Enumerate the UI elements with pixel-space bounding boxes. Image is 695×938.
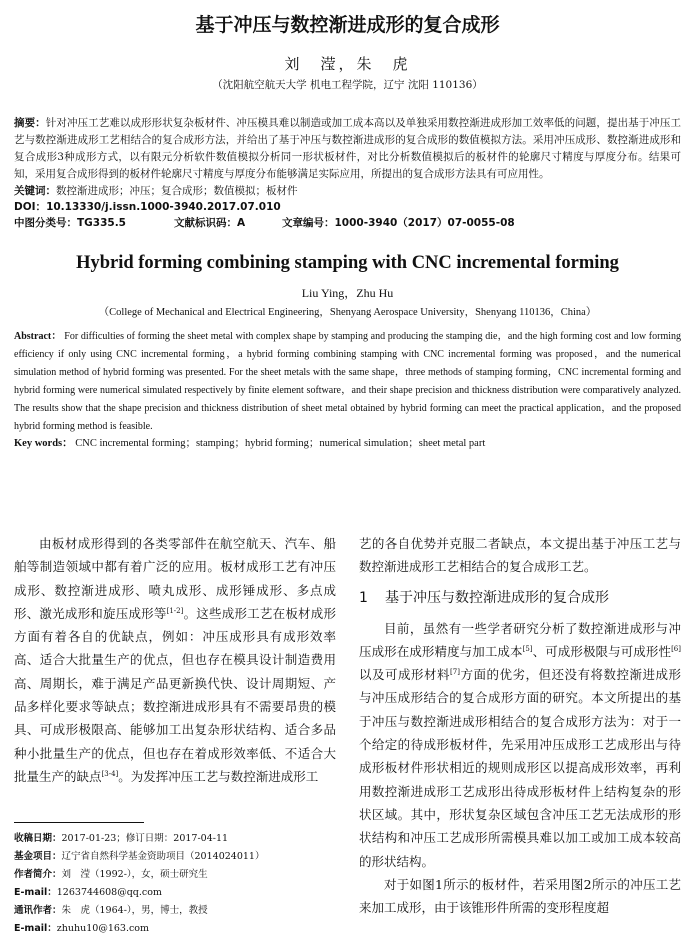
footnote-author-email bbox=[14, 884, 336, 902]
doc-label: 文献标识码： bbox=[174, 217, 237, 229]
clc-value: TG335.5 bbox=[77, 217, 126, 229]
intro-text-a: 由板材成形得到的各类零部件在航空航天、汽车、船舶等制造领域中都有着广泛的应用。板材成形工艺有冲压成形、数控渐进成形、喷丸成形、成形锤成形、多点成形、激光成形和旋压成形等 bbox=[14, 536, 336, 621]
abstract-cn bbox=[14, 115, 681, 183]
doi-label: DOI： bbox=[14, 201, 47, 213]
para-text: 以及可成形材料 bbox=[359, 667, 451, 683]
footnote-text: 2017-01-23；修订日期：2017-04-11 bbox=[61, 833, 229, 844]
footnote-text: 辽宁省自然科学基金资助项目（2014024011） bbox=[61, 851, 265, 862]
footnote-text: 朱 虎（1964-），男，博士，教授 bbox=[61, 905, 208, 916]
footnote-corresponding-email bbox=[14, 920, 336, 938]
citation-5[interactable]: [5] bbox=[522, 644, 533, 653]
authors-cn: 刘 滢，朱 虎 bbox=[284, 55, 411, 73]
footnote-author bbox=[14, 866, 336, 884]
citation-7[interactable]: [7] bbox=[450, 668, 460, 677]
left-column bbox=[14, 532, 336, 934]
section-number: 1 bbox=[359, 589, 368, 606]
article-label: 文章编号： bbox=[282, 217, 335, 229]
intro-continued: 艺的各自优势并克服二者缺点，本文提出基于冲压工艺与数控渐进成形工艺相结合的复合成形工艺。 bbox=[359, 536, 681, 575]
keywords-cn-label: 关键词： bbox=[14, 185, 56, 197]
affiliation-en: （College of Mechanical and Electrical Engineering，Shenyang Aerospace University，Shenyang 110136，China） bbox=[98, 307, 597, 318]
clc-label: 中图分类号： bbox=[14, 217, 77, 229]
doi-text: 10.13330/j.issn.1000-3940.2017.07.010 bbox=[46, 201, 281, 213]
footnote-text[interactable]: zhuhu10@163.com bbox=[56, 923, 150, 934]
paper-page bbox=[0, 12, 695, 934]
footnote-divider bbox=[14, 822, 144, 823]
title-en: Hybrid forming combining stamping with CNC incremental forming bbox=[76, 253, 619, 273]
para-text: 、可成形极限与可成形性 bbox=[532, 643, 672, 659]
footnote-label: E-mail： bbox=[14, 923, 57, 934]
classification-line bbox=[14, 215, 681, 231]
article-value: 1000-3940（2017）07-0055-08 bbox=[334, 217, 515, 229]
abstract-en-text: For difficulties of forming the sheet metal with complex shape by stamping and producing the stamping die，and the high forming cost and low forming efficiency if only using CNC incremental forming，a hybrid forming combining stamping with CNC incremental forming was proposed，and the numerical simulation method of hybrid forming was presented. For the sheet metals with the same shape，three methods of stamping forming，CNC incremental forming and hybrid forming were numerical simulated respectively by finite element software，and their shape precision and thickness distribution were comparatively analyzed. The results show that the shape precision and thickness distribution of sheet metal obtained by hybrid forming can meet the practical application，and the proposed hybrid forming method is feasible. bbox=[14, 331, 681, 432]
right-column bbox=[359, 532, 681, 923]
footnote-corresponding bbox=[14, 902, 336, 920]
footnote-label: 基金项目： bbox=[14, 851, 62, 862]
footnote-label: E-mail： bbox=[14, 887, 57, 898]
affiliation-cn: （沈阳航空航天大学 机电工程学院，辽宁 沈阳 110136） bbox=[212, 79, 483, 91]
footnote-text: 刘 滢（1992-），女，硕士研究生 bbox=[61, 869, 208, 880]
citation-1-2[interactable]: [1-2] bbox=[166, 606, 184, 615]
para-text: 目前，虽然有一些学者研究分析了数控渐进成形与冲压成形在成形精度与加工成本 bbox=[359, 620, 681, 659]
abstract-en bbox=[14, 328, 681, 436]
section-heading-1 bbox=[359, 587, 681, 609]
body-columns bbox=[14, 532, 681, 934]
intro-paragraph bbox=[14, 532, 336, 788]
footnote-label: 作者简介： bbox=[14, 869, 62, 880]
keywords-cn-text: 数控渐进成形；冲压；复合成形；数值模拟；板材件 bbox=[56, 185, 298, 197]
keywords-en-text: CNC incremental forming；stamping；hybrid forming；numerical simulation；sheet metal part bbox=[75, 438, 486, 449]
footnotes bbox=[14, 830, 336, 938]
authors-en: Liu Ying，Zhu Hu bbox=[301, 286, 394, 300]
footnote-text[interactable]: 1263744608@qq.com bbox=[56, 887, 162, 898]
section-title: 基于冲压与数控渐进成形的复合成形 bbox=[385, 589, 609, 606]
abstract-cn-text: 针对冲压工艺难以成形形状复杂板材件、冲压模具难以制造或加工成本高以及单独采用数控渐进成形加工效率低的问题，提出基于冲压工艺与数控渐进成形工艺相结合的复合成形方法，并给出了基于冲压与数控渐进成形的复合成形的数值模拟方法。采用冲压成形、数控渐进成形和复合成形3种成形方式，以有限元分析软件数值模拟分析同一形状板材件，对比分析数值模拟后的板材件的轮廓尺寸精度与厚度分布。结果可知，采用复合成形得到的板材件轮廓尺寸精度与厚度分布能够满足实际应用，所提出的复合成形方法具有可应用性。 bbox=[14, 117, 682, 180]
intro-text-c: 。为发挥冲压工艺与数控渐进成形工 bbox=[118, 768, 319, 784]
intro-text-b: 。这些成形工艺在板材成形方面有着各自的优缺点，例如：冲压成形具有成形效率高、适合大批量生产的优点，但也存在模具设计制造费用高、周期长，难于满足产品更新换代快、设计周期短、产品多样化要求等缺点；数控渐进成形具有不需要昂贵的模具、可成形极限高、能够加工出复杂形状结构、适合多品种小批量生产的优点，但也存在着成形效率低、不适合大批量生产的缺点 bbox=[14, 605, 336, 784]
doc-code bbox=[174, 215, 282, 231]
para-text: 方面的优劣，但还没有将数控渐进成形与冲压成形结合的复合成形方面的研究。本文所提出的基于冲压与数控渐进成形相结合的复合成形方法为：对于一个给定的待成形板材件，先采用冲压成形工艺成形出与待成形板材件形状相近的规则成形区以提高成形效率，再利用数控渐进成形工艺成形出待成形板材件上结构复杂的形状区域。其中，形状复杂区域包含冲压工艺无法成形的形状结构和冲压工艺成形所需模具难以加工或加工成本较高的形状结构。 bbox=[359, 667, 681, 869]
footnote-fund bbox=[14, 848, 336, 866]
doi-line bbox=[14, 199, 681, 215]
clc-number bbox=[14, 215, 174, 231]
article-number bbox=[282, 215, 515, 231]
keywords-en-label: Key words： bbox=[14, 438, 73, 449]
keywords-en bbox=[14, 436, 681, 452]
doc-value: A bbox=[237, 217, 246, 229]
footnote-label: 通讯作者： bbox=[14, 905, 62, 916]
abstract-en-label: Abstract： bbox=[14, 331, 62, 342]
footnote-received bbox=[14, 830, 336, 848]
section1-paragraph1 bbox=[359, 617, 681, 873]
keywords-cn bbox=[14, 183, 681, 199]
footnote-label: 收稿日期： bbox=[14, 833, 62, 844]
citation-3-4[interactable]: [3-4] bbox=[101, 769, 119, 778]
section1-paragraph2: 对于如图1所示的板材件，若采用图2所示的冲压工艺来加工成形，由于该锥形件所需的变形程度超 bbox=[359, 876, 681, 916]
citation-6[interactable]: [6] bbox=[671, 644, 681, 653]
title-cn: 基于冲压与数控渐进成形的复合成形 bbox=[195, 14, 500, 36]
abstract-cn-label: 摘要： bbox=[14, 117, 46, 129]
